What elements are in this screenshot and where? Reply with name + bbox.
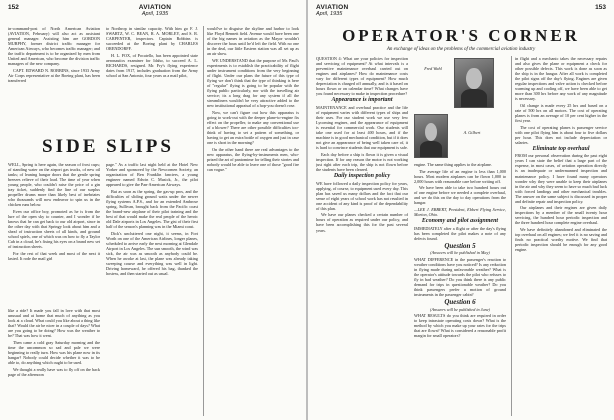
article-paragraph: MAINTENANCE and overhaul practice and the life of equipment varies with different types of ships and their uses. For our student work we use very few Lycoming engines, and the appearance of equipment is essential for commercial work. Our students will take one used for at least 400 hours, and if the machine is in good mechanical condition, but if it does not give an appearance of being well taken care of, it is hard to convince students that our equipment is safe. [316, 104, 408, 151]
news-paragraph: H. L. FOX, of Pocatello, has been appointed state aeronautics examiner for Idaho, to succeed A. L. RICHARDS, resigned. Mr. Fry's flying experience dates from 1917, includes graduation from the Army school at San Antonio, four years as a mail pilot, [106, 52, 198, 78]
left-column-3 [207, 26, 299, 416]
operators-corner-subtitle: An exchange of ideas on the problems of the commercial aviation industry [386, 47, 536, 52]
right-column-1 [316, 56, 408, 416]
photo-fred-wahl [454, 58, 494, 108]
news-paragraph: CAPT. EDWARD N. ROBBINS, since 1933 Army Air Corps representative at the Boeing plant, has been transferred [8, 67, 100, 83]
subhead-appearance: Appearance is important [331, 97, 393, 104]
question-6-body: WHAT RESULTS do you think are required in order to keep intrastate operating costs down? What is the method by which you make up your rates for the trips that are flown? What is considered a reasonable profit margin for small operators? [414, 313, 506, 339]
issue-date-left: April, 1935 [141, 11, 169, 17]
left-masthead [130, 4, 180, 17]
right-masthead [316, 4, 376, 17]
question-intro: QUESTION 4: What are your policies for inspection and servicing of equipment? At what intervals is a preventive maintenance overhaul carried out on engines and airplanes? How do maintenance costs vary for different types of equipment? How much depreciation is charged off annually, and is it based on hours flown or on calendar time? What changes have you found necessary to make in inspection procedure? [316, 56, 408, 97]
side-slips-title: SIDE SLIPS [42, 136, 174, 157]
left-column-2-top [106, 26, 198, 134]
question-6-title: Question 6 [444, 298, 476, 307]
photo-caption-1: Fred Wahl [424, 66, 442, 71]
question-5-subtitle: (Answers will be published in May) [430, 250, 490, 256]
subhead-eliminate: Eliminate top overhaul [532, 145, 590, 152]
article-paragraph: We have our planes checked a certain number of hours of operation as required under our policy, and have been accomplishing this for the past several years. [316, 212, 408, 233]
magazine-name-left: AVIATION [138, 4, 172, 11]
article-paragraph: Dick's uncluttered one night, it seems, in Fort Worth on one of the American Airlines, longer planes, scheduled to arrive early the next morning at Glendale Airport in Los Angeles. The sun smooth, the wind was sick, the air was as smooth as anybody could be. When he awoke at last, the plane was already taking sweeping course and everything was well in light. Driving homeward, he offered his bag, thanked the hostess, and then started out as usual. [106, 230, 198, 276]
article-paragraph: WE UNDERSTAND that the purpose of Mr. Paul's experiments is to establish the practicability of flight under instrument conditions from the very beginning of flight. Under our plans the future of this type of flying we don't think that the type of thinking is here of "regular" flying is going to be popular with the flying public particularly, nor with the travelling air service; its a long drag for any system if all the streamliners wouldn't be very attractive added to the new institutional appraisal of a hop-you doesn't rose. [207, 57, 299, 109]
left-running-head [8, 4, 19, 11]
article-paragraph: The cost of operating planes is passenger service with one pilot flying him is about four to five dollars per hour. This does not include depreciation or salaries. [515, 124, 607, 145]
article-paragraph: in flight and a mechanic takes the necessary repairs and also gives the plane or equipment a check for other possible defects. This work is done as soon as the ship is in the hangar. After all work is completed the pilot signs off the day's flying. Engines are given regular inspections and valve action is checked before warming up and cooling off, we have been able to get more than 300 hrs before any work of any magnitude is necessary. [515, 56, 607, 102]
page-number-right: 153 [595, 4, 606, 11]
article-paragraph: Even our office boy, promoted as he is from the lure of the open sky to counter, and I wonder if he knows that he can get back to our old airport, since in the other day with that Springy look about him and a sheaf of instruction sheets of all kinds, and ground school spiels, one of which was on how to fly a Taylor Cub in a cloud, he's fixing his eyes on a brand new set of instruction sheets. [8, 208, 100, 250]
article-paragraph: We thought a really have was to fly off on the back page of the afternoon [8, 366, 100, 377]
right-page [308, 0, 614, 420]
right-running-head [595, 4, 606, 11]
photo-caption-2: A. Gilbert [463, 130, 481, 135]
article-paragraph: Our airplanes and their engines are given daily inspections by a member of the small twenty hour servicing, the hundred hour periodic inspection and the three hundred hour complete engine overhaul. [515, 205, 607, 226]
article-paragraph: But as soon as the spring, the gas-up pros, and the difficulties of sliding ground waits under the newer flying systems A.P.S., and for an extended Ambrose spring, Sullivan, brought back from the Pacific coast the brand-new airplane of their pilot training and the best of that would make the real people of the heroic old Dale airports in Los Angeles. The gist of their first half of the season's planning was in the Miami coast. [106, 188, 198, 230]
article-paragraph: Now, we can't figure out how this apparatus is going to work-out with the deeper plane-to-engine fix effect on the propeller, to make any conventional use of a blower? There are other possible difficulties too-think of having to set a pattern of something, or having to get an extra bottle of oxygen and just in case one is short in the morning? [207, 109, 299, 146]
article-paragraph: IMMEDIATELY after a flight or after the day's flying has been completed the pilot makes a note of any defects found. [414, 225, 506, 241]
article-paragraph: On the other hand there are real advantages to the new apparatus, the flying-by-instruments men, who-prized the art of pantomime for telling their stories and nobody would be able to leave one of those "good fire can vogue." [207, 146, 299, 172]
column-divider [511, 56, 512, 416]
right-column-3 [515, 56, 607, 416]
article-paragraph: We have been able to take two hundred hours out of one engine before we needed a complete overhaul, and we do this on the day to day operations from the hangar. [414, 185, 506, 206]
operators-corner-title: OPERATOR'S CORNER [342, 26, 580, 45]
article-paragraph: WELL, Spring is here again, the season of frost cups; of standing water on the airport gas trucks, of new oil tanks; of leaning hangar doors that the gentle spring breezes relieve of their load. The time of year when young people, who couldn't raise the price of a gin tray ticket, suddenly find the line of our surplus propeller drums more than likely best of inebriates who thousands will now endeavor to spin us in the chicken runs below. [8, 162, 100, 208]
article-paragraph: We have definitely abandoned and eliminated the top overhaul on all engines; we feel it is no saving and finds no practical worthy motive. We find that periodic inspection should be enough for any good engine. [515, 227, 607, 253]
left-column-2-body [106, 162, 198, 416]
question-5-title: Question 5 [444, 241, 476, 250]
portrait-face [466, 68, 481, 90]
left-column-1-body [8, 162, 100, 304]
article-paragraph: like a ride? It made you fall in love with that most unusual and at home that much of anything as you look at a cloud. What could you like about a thing like that? Would the air be nicer in a couple of days? What are you going to be doing? How was the weather to be? That was how it went. [8, 308, 100, 339]
portrait-face [425, 123, 438, 142]
magazine-name-right: AVIATION [316, 4, 349, 11]
right-column-2 [414, 162, 506, 416]
article-paragraph: The average life of an engine is less than 1,000 hours. Most modern airplanes can be flown 1,000 to 2,000 hours with reasonable care before writing off. [414, 168, 506, 184]
portrait-body [461, 89, 488, 107]
question-5-body: WHAT DIFFERENCE in the passenger's reaction to weather conditions have you noticed? Is any reduction in flying made during unfavorable weather? What is the operator's attitude towards the pilot who refuses to fly in bad weather? Do you think there is any public demand for trips in questionable weather? Do you think passengers prefer a motion of ground instruments in the passenger cabin? [414, 256, 506, 298]
article-paragraph: would've to disguise the skyline and harbor to look like Floyd Bennett field. Avenue would have been one of the big names in aviation as the Mayor wouldn't discover the hoax until he'd left the field. With no one in the deal, our little Eastern station was all set up as an air show. [207, 26, 299, 57]
operators-corner-header [328, 26, 594, 52]
article-paragraph: page." As a traffic last night held at the Hotel New Yorker and sponsored by the Newcomen Society, an organization of Ben Franklin fanciers, a young engineer named Edwin C. Musick, Jr., the pilot appeared to give the Pan-American Airways. [106, 162, 198, 188]
question-6-subtitle: (Answers will be published in June) [430, 306, 490, 312]
article-paragraph: Then came a cold gray Saturday morning and the time the uncommon so sad and pale we were beginning to really turn. How was his plane now in its hangar? Nobody could decide whether it was to be able to, do anything which ought to be used. [8, 339, 100, 365]
article-paragraph: WE have followed a daily inspection policy for years, applying, of course, to equipment used every day. This plan has saved us many dollars and the fact that our sense of eight years of school work has not resulted in one accident of any kind is proof of the dependability of this plan. [316, 180, 408, 211]
subhead-economy: Economy and pilot assignment [421, 217, 499, 224]
news-paragraph: in-command-post of North American Aviation (AVIATION, February) will also act as assistant general manager. Assisting him are GORDON MURPHY, former district traffic manager for American Airways, who becomes traffic manager; and the traffic department is to be organized by men from United and American, who become the division traffic managers of the new company. [8, 26, 100, 67]
column-divider [203, 26, 204, 416]
article-paragraph: Each day before a ship is flown it is given a visual inspection. If for any reason the motor is not working just right after each trip, the ship is not flown before the students have been cleared. [316, 151, 408, 172]
article-paragraph: engine. The same thing applies to the airplane. [414, 162, 492, 167]
article-paragraph: FROM our personal observation during the past eight years I can state the belief that a large part of the expense, in most cases, of aviation operation directly is an inadequate or undermanned inspection and maintenance policy. I have found many operators wonder why they were unable to keep their airplanes in the air and why they seem to have so much bad luck with forced landings and other mechanical troubles. The answer on the same subject is discussed in proper and definite repair and inspection policy. [515, 153, 607, 204]
left-column-1-top [8, 26, 100, 134]
left-page [0, 0, 306, 420]
article-paragraph: Oil change is made every 25 hrs and based on a rate of 500 hrs on all motors. The cost of operating planes is from an average of 10 per cent higher in the first year. [515, 102, 607, 124]
photo-a-gilbert [414, 114, 448, 158]
page-number-left: 152 [8, 4, 19, 11]
subhead-daily: Daily inspection policy [333, 173, 391, 180]
news-paragraph: to Northrop in similar capacity. With him go F. J. SWARTZ, W. C. BEAN, R. A. MORLEY, and S. R. CARPENTER, inspectors. Captain Robbins is succeeded at the Boeing plant by CHARLES ORENDORFF. [106, 26, 198, 52]
left-column-1-continued [8, 308, 100, 416]
issue-date-right: April, 1935 [316, 11, 343, 17]
article-paragraph: For the rest of that week and most of the next it lasted. It rode the mail girl [8, 250, 100, 261]
signature: —LEE J. EBBERT, President, Ebbert Flying Service, Marion, Ohio. [414, 206, 506, 217]
portrait-body [420, 141, 442, 157]
